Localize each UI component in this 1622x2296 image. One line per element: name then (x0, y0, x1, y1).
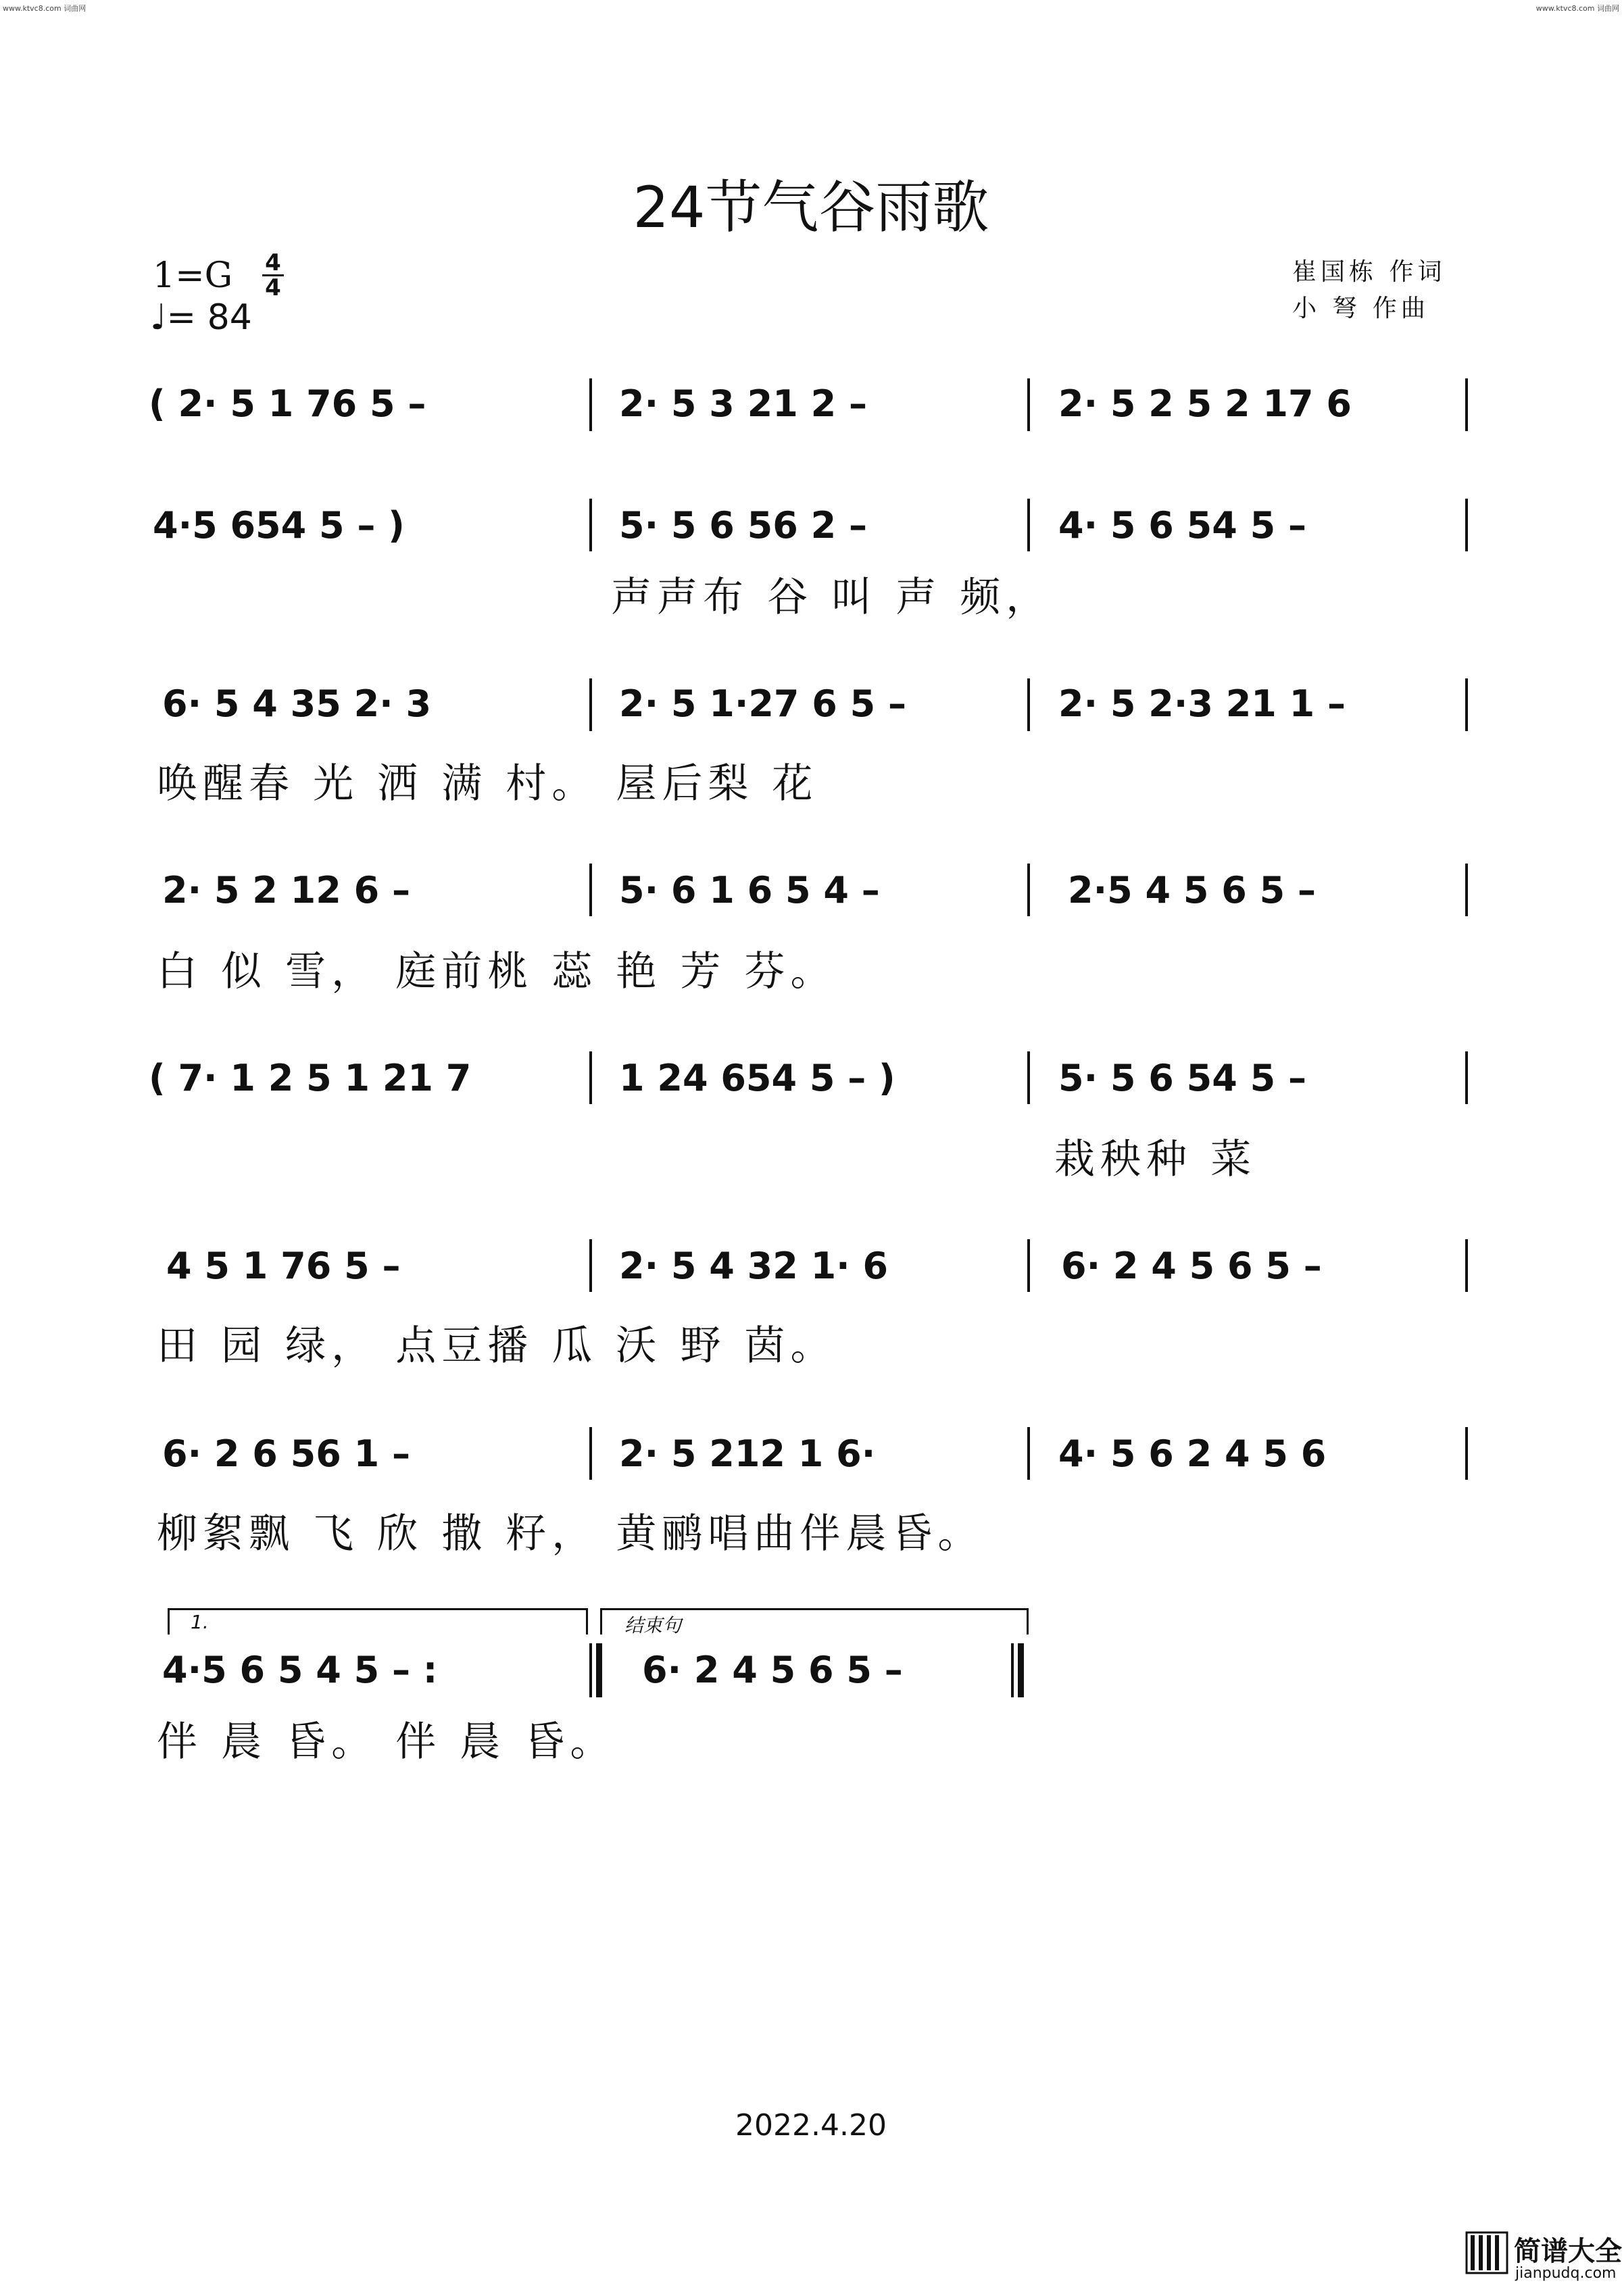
lyric-line-7: 伴 晨 昏。 伴 晨 昏。 (157, 1718, 616, 1766)
volta-first-ending (168, 1608, 588, 1634)
barline (589, 1239, 592, 1292)
piano-keys-icon (1465, 2231, 1508, 2274)
repeat-barline-thin (589, 1643, 592, 1697)
time-signature-bottom: 4 (265, 274, 281, 301)
barline (1465, 378, 1468, 431)
brand-url: jianpudq.com (1515, 2265, 1617, 2282)
barline (1027, 864, 1030, 916)
final-barline-thin (1011, 1643, 1014, 1697)
barline (1027, 678, 1030, 731)
row3-measure3: 2· 5 2·3 21 1 – (1058, 682, 1346, 725)
row2-measure3: 4· 5 6 54 5 – (1058, 504, 1306, 547)
date-text: 2022.4.20 (735, 2108, 887, 2143)
volta-first-label: 1. (191, 1611, 209, 1633)
row4-measure2: 5· 6 1 6 5 4 – (619, 869, 880, 912)
watermark-left: www.ktvc8.com 词曲网 (3, 4, 87, 13)
quarter-note-icon: ♩ (150, 297, 167, 338)
row1-measure1: ( 2· 5 1 76 5 – (149, 382, 426, 425)
key-signature: 1=G (153, 255, 233, 296)
row2-measure2: 5· 5 6 56 2 – (619, 504, 867, 547)
barline (589, 864, 592, 916)
barline (589, 1427, 592, 1480)
row5-measure2: 1 24 654 5 – ) (619, 1057, 895, 1099)
barline (589, 499, 592, 551)
barline (1027, 1051, 1030, 1104)
row4-measure1: 2· 5 2 12 6 – (162, 869, 410, 912)
row6-measure3: 6· 2 4 5 6 5 – (1061, 1245, 1322, 1287)
barline (589, 378, 592, 431)
lyric-line-2: 唤醒春 光 洒 满 村。 屋后梨 花 (157, 760, 818, 807)
row6-measure1: 4 5 1 76 5 – (166, 1245, 401, 1287)
row8-measure2: 6· 2 4 5 6 5 – (642, 1649, 903, 1691)
volta-ending-label: 结束句 (624, 1614, 682, 1637)
row3-measure1: 6· 5 4 35 2· 3 (162, 682, 432, 725)
row1-measure3: 2· 5 2 5 2 17 6 (1058, 382, 1352, 425)
lyric-line-3: 白 似 雪， 庭前桃 蕊 艳 芳 芬。 (157, 948, 837, 995)
time-signature-top: 4 (265, 249, 281, 276)
barline (1465, 1051, 1468, 1104)
barline (1027, 1427, 1030, 1480)
row4-measure3: 2·5 4 5 6 5 – (1068, 869, 1316, 912)
barline (589, 678, 592, 731)
lyric-line-1: 声声布 谷 叫 声 频， (611, 574, 1052, 621)
barline (1465, 864, 1468, 916)
lyric-line-5: 田 园 绿， 点豆播 瓜 沃 野 茵。 (157, 1322, 837, 1370)
lyric-line-6: 柳絮飘 飞 欣 撒 籽， 黄鹂唱曲伴晨昏。 (157, 1510, 984, 1557)
final-barline-thick (1018, 1643, 1024, 1697)
barline (1465, 1239, 1468, 1292)
brand-name: 简谱大全 (1514, 2236, 1622, 2267)
row2-measure1: 4·5 654 5 – ) (153, 504, 405, 547)
row7-measure2: 2· 5 212 1 6· (619, 1432, 876, 1475)
barline (1027, 378, 1030, 431)
row6-measure2: 2· 5 4 32 1· 6 (619, 1245, 889, 1287)
barline (1027, 499, 1030, 551)
row1-measure2: 2· 5 3 21 2 – (619, 382, 867, 425)
barline (1027, 1239, 1030, 1292)
watermark-right: www.ktvc8.com 词曲网 (1535, 4, 1619, 13)
barline (589, 1051, 592, 1104)
time-signature (260, 251, 287, 299)
row5-measure3: 5· 5 6 54 5 – (1058, 1057, 1306, 1099)
composer-credit: 小 弩 作曲 (1292, 295, 1429, 322)
barline (1465, 678, 1468, 731)
lyricist-credit: 崔国栋 作词 (1292, 258, 1446, 286)
row7-measure3: 4· 5 6 2 4 5 6 (1058, 1432, 1327, 1475)
tempo (150, 297, 252, 338)
barline (1465, 499, 1468, 551)
barline (1465, 1427, 1468, 1480)
song-title: 24节气谷雨歌 (633, 174, 989, 241)
repeat-barline-thick (596, 1643, 602, 1697)
tempo-value: = 84 (166, 297, 252, 338)
row7-measure1: 6· 2 6 56 1 – (162, 1432, 410, 1475)
lyric-line-4: 栽秧种 菜 (1054, 1136, 1257, 1183)
row5-measure1: ( 7· 1 2 5 1 21 7 (149, 1057, 472, 1099)
row3-measure2: 2· 5 1·27 6 5 – (619, 682, 907, 725)
row8-measure1: 4·5 6 5 4 5 – : (162, 1649, 438, 1691)
